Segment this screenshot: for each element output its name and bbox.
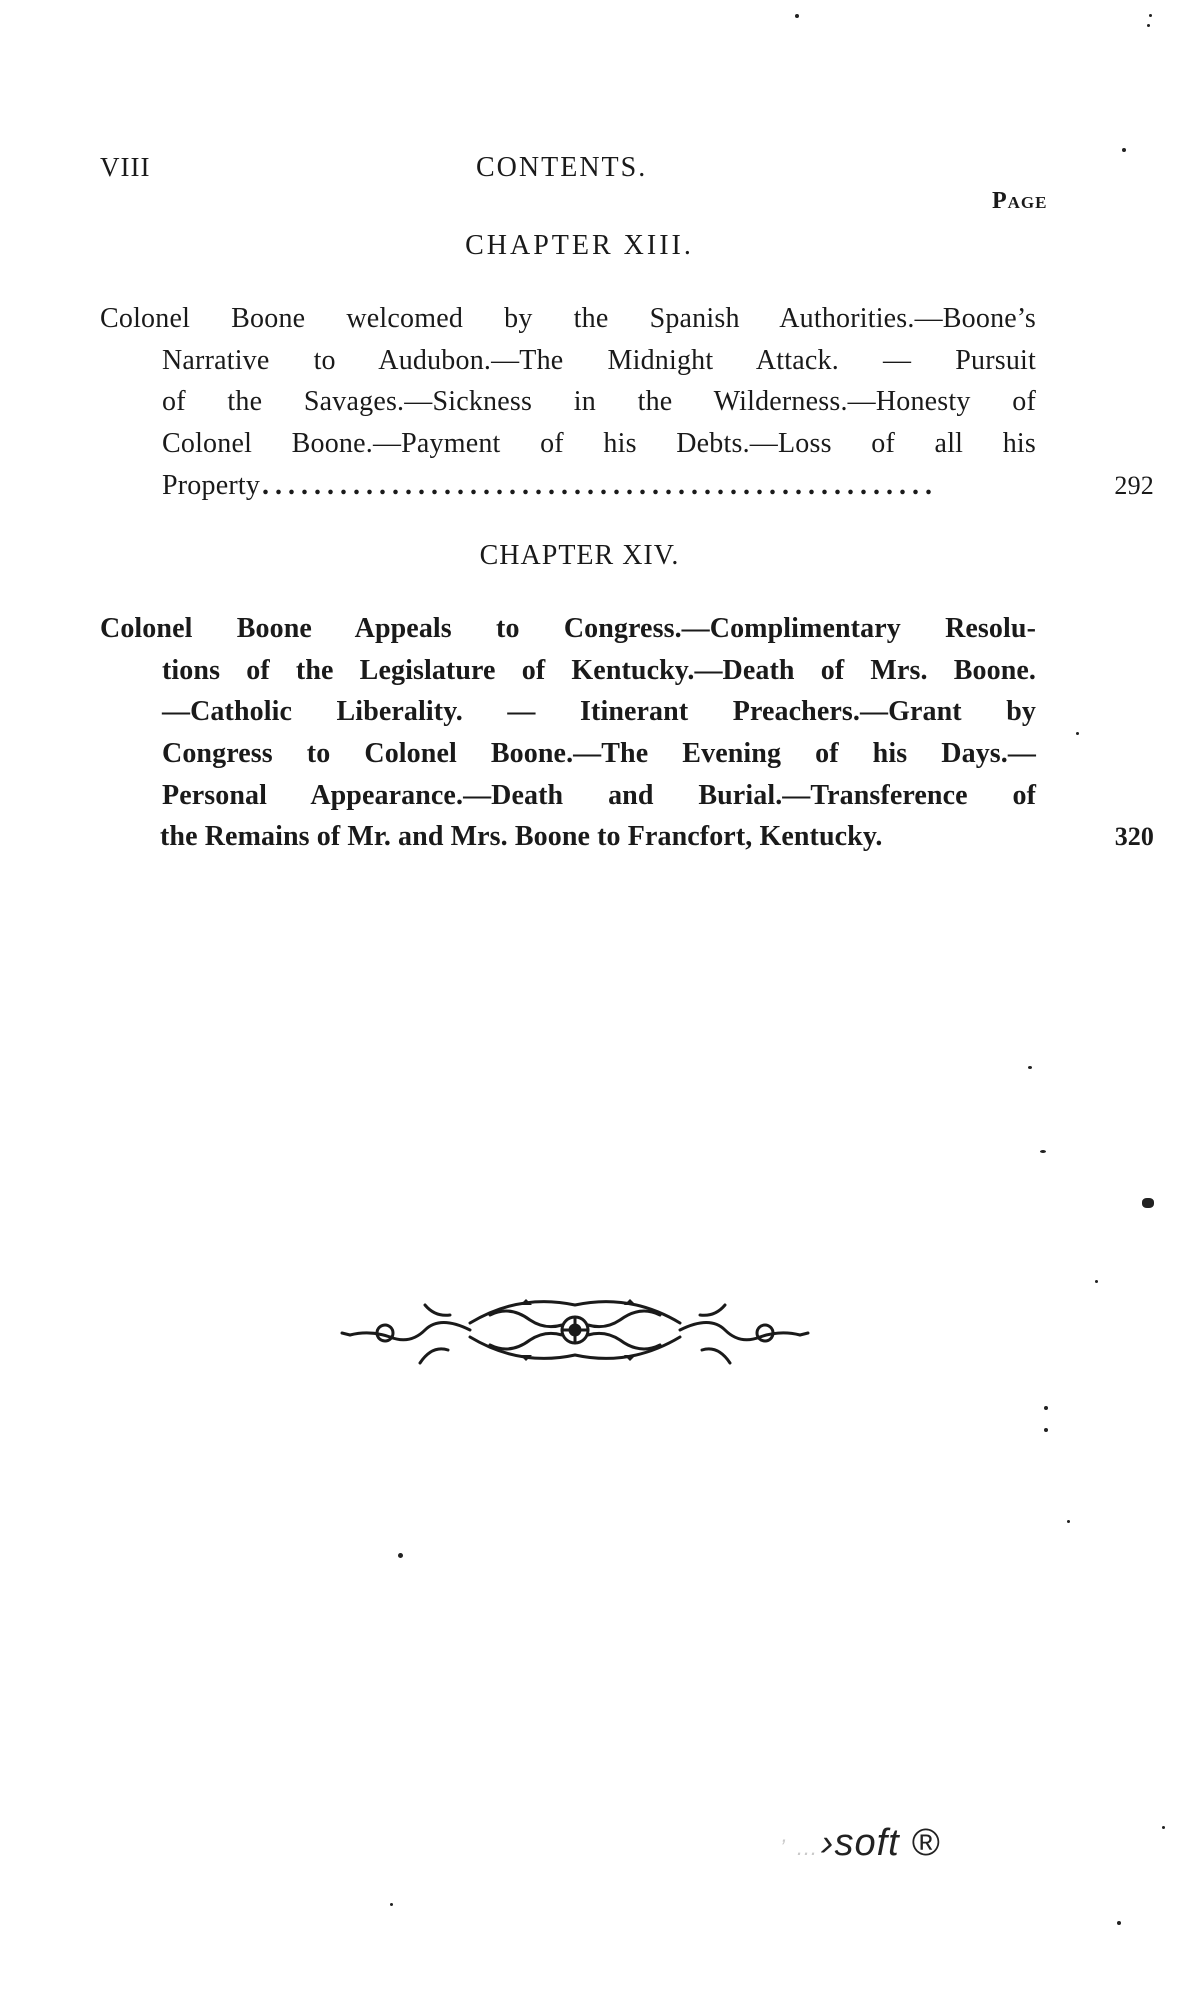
scan-speck: [1095, 1280, 1098, 1283]
scan-speck: [390, 1903, 393, 1906]
summary-line: of the Savages.—Sickness in the Wilderness.—Honesty of: [162, 386, 1036, 418]
summary-last-line: [100, 816, 1154, 858]
summary-line: tions of the Legislature of Kentucky.—Death of Mrs. Boone.: [162, 654, 1036, 686]
page-column-label: Page: [992, 188, 1048, 214]
page-reference: 292: [1114, 470, 1154, 500]
chapter-heading: CHAPTER XIV.: [479, 540, 680, 571]
watermark-faded-text: ’ …: [780, 1835, 821, 1860]
scan-speck: [1044, 1406, 1048, 1410]
summary-line: Colonel Boone welcomed by the Spanish Authorities.—Boone’s: [100, 303, 1036, 334]
summary-line: Personal Appearance.—Death and Burial.—Transference of: [162, 779, 1036, 811]
scan-speck: [795, 14, 799, 18]
scan-speck: [1117, 1921, 1121, 1925]
scan-speck: [1067, 1520, 1070, 1523]
summary-line: Colonel Boone.—Payment of his Debts.—Loss of all his: [162, 428, 1036, 460]
scan-speck: [1162, 1826, 1165, 1829]
decorative-ornament: [340, 1275, 810, 1385]
summary-line: Property: [162, 469, 261, 501]
scan-speck: [1142, 1198, 1154, 1208]
scan-speck: [1044, 1428, 1048, 1432]
watermark-text: ›soft ®: [820, 1822, 941, 1864]
summary-line: Narrative to Audubon.—The Midnight Attack. — Pursuit: [162, 344, 1036, 376]
summary-line: —Catholic Liberality. — Itinerant Preachers.—Grant by: [162, 696, 1036, 728]
summary-line: the Remains of Mr. and Mrs. Boone to Francfort, Kentucky.: [160, 821, 883, 853]
summary-last-line: [100, 465, 1154, 507]
summary-line: Congress to Colonel Boone.—The Evening of his Days.—: [162, 738, 1036, 770]
page-reference: 320: [1114, 822, 1154, 852]
scan-speck: [1076, 732, 1079, 735]
scanner-watermark: [780, 1822, 940, 1865]
scan-speck: [1149, 14, 1152, 17]
scan-speck: [1147, 24, 1150, 27]
running-title: CONTENTS.: [476, 152, 648, 183]
scan-speck: [398, 1553, 403, 1558]
scan-speck: [1040, 1150, 1046, 1153]
chapter-summary: [100, 298, 1154, 506]
scan-speck: [1122, 148, 1126, 152]
page-number: VIII: [100, 152, 151, 182]
summary-line: Colonel Boone Appeals to Congress.—Complimentary Resolu-: [100, 613, 1036, 644]
dot-leader: ....................................................: [262, 469, 939, 501]
scan-speck: [1028, 1066, 1032, 1069]
chapter-summary: [100, 608, 1154, 858]
chapter-heading: CHAPTER XIII.: [465, 230, 694, 261]
